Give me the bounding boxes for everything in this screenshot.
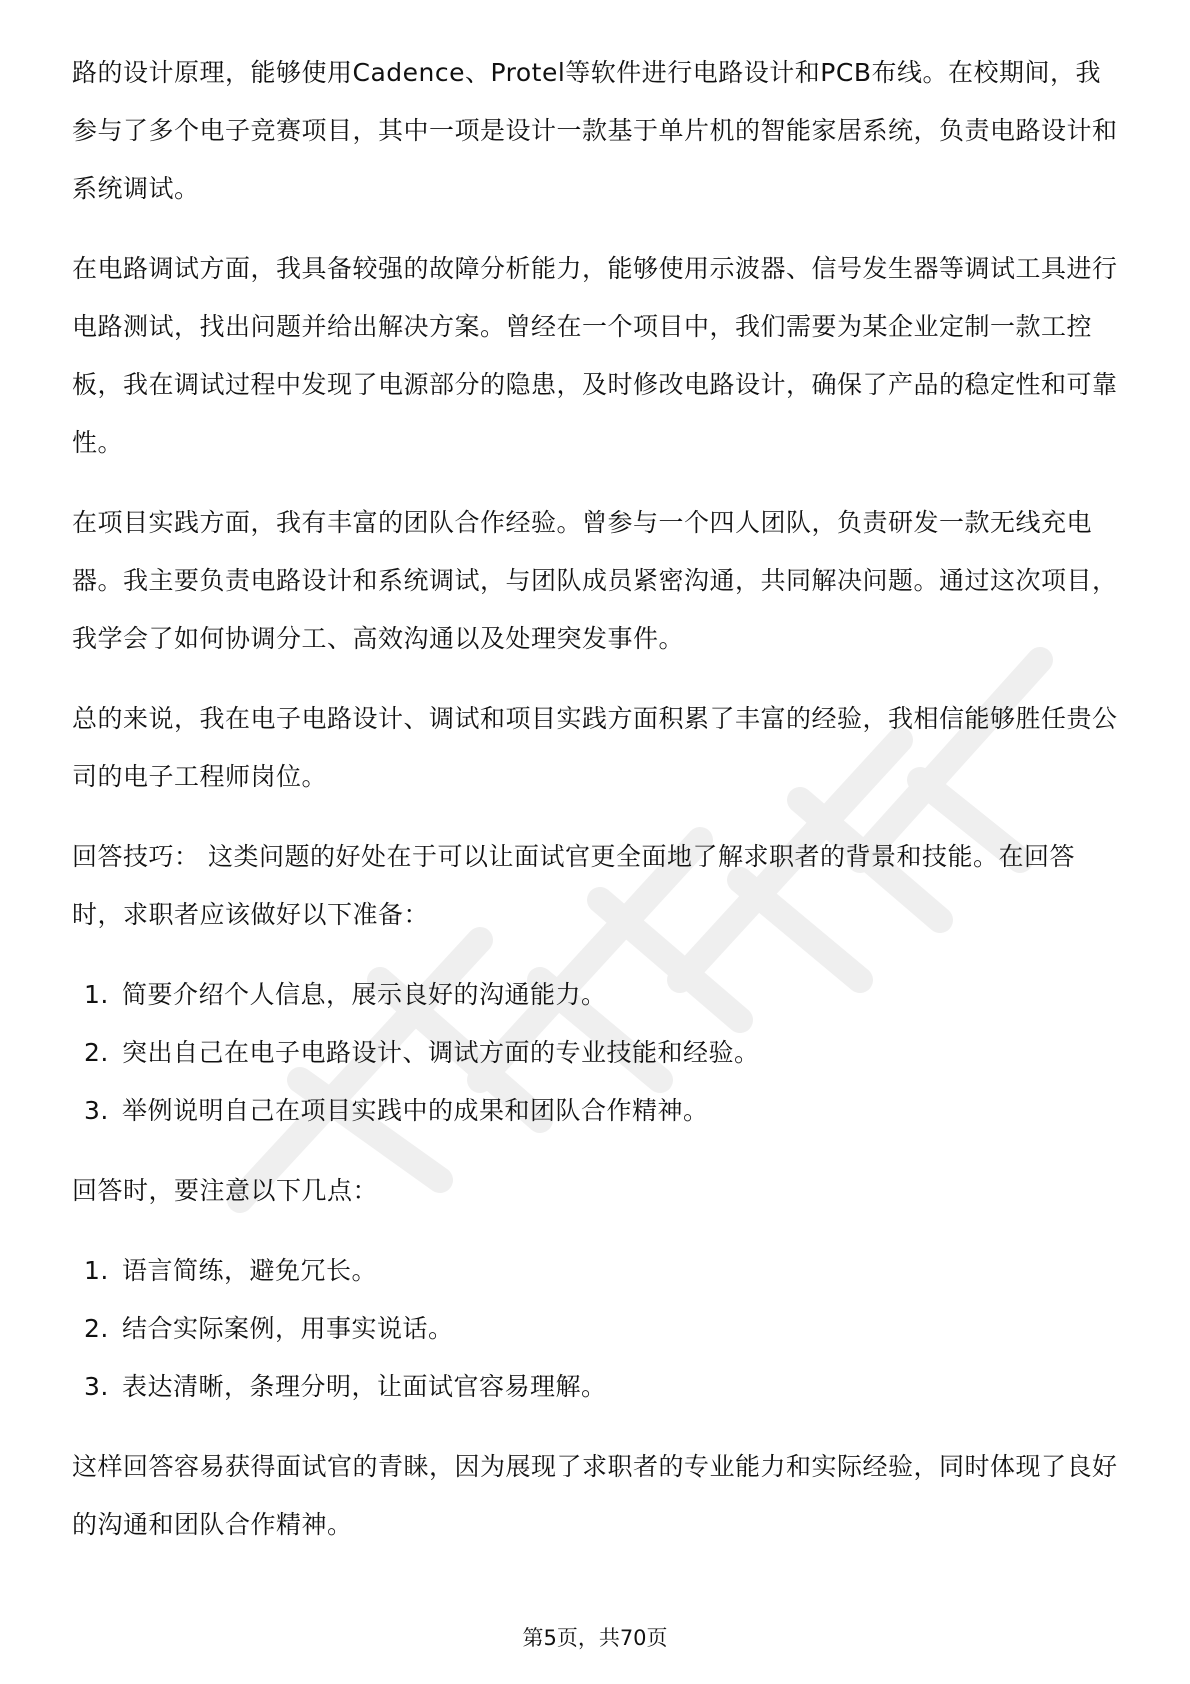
list-number: 1.: [84, 1256, 109, 1285]
list-text: 突出自己在电子电路设计、调试方面的专业技能和经验。: [122, 1038, 760, 1067]
list-item: [72, 1358, 1118, 1416]
list-text: 举例说明自己在项目实践中的成果和团队合作精神。: [122, 1096, 709, 1125]
paragraph-summary: 总的来说，我在电子电路设计、调试和项目实践方面积累了丰富的经验，我相信能够胜任贵公司的电子工程师岗位。: [72, 704, 1118, 791]
list-number: 3.: [84, 1096, 109, 1125]
list-text: 简要介绍个人信息，展示良好的沟通能力。: [122, 980, 607, 1009]
list-item: [72, 1242, 1118, 1300]
paragraph-project-practice: 在项目实践方面，我有丰富的团队合作经验。曾参与一个四人团队，负责研发一款无线充电器。我主要负责电路设计和系统调试，与团队成员紧密沟通，共同解决问题。通过这次项目，我学会了如何协调分工、高效沟通以及处理突发事件。: [72, 508, 1118, 653]
list-text: 表达清晰，条理分明，让面试官容易理解。: [122, 1372, 607, 1401]
paragraph-answer-tips: 回答技巧： 这类问题的好处在于可以让面试官更全面地了解求职者的背景和技能。在回答时，求职者应该做好以下准备：: [72, 842, 1075, 929]
list-item: [72, 1082, 1118, 1140]
notes-list: [72, 1242, 1118, 1416]
paragraph-notes-intro: 回答时，要注意以下几点：: [72, 1176, 379, 1205]
list-item: [72, 1300, 1118, 1358]
list-number: 2.: [84, 1314, 109, 1343]
list-item: [72, 966, 1118, 1024]
list-text: 结合实际案例，用事实说话。: [122, 1314, 454, 1343]
list-text: 语言简练，避免冗长。: [122, 1256, 378, 1285]
list-number: 1.: [84, 980, 109, 1009]
page-footer: 第5页，共70页: [522, 1626, 668, 1650]
paragraph-design-experience: 路的设计原理，能够使用Cadence、Protel等软件进行电路设计和PCB布线。在校期间，我参与了多个电子竞赛项目，其中一项是设计一款基于单片机的智能家居系统，负责电路设计和系统调试。: [72, 58, 1118, 203]
document-body: [72, 44, 1118, 1576]
preparation-list: [72, 966, 1118, 1140]
paragraph-debugging: 在电路调试方面，我具备较强的故障分析能力，能够使用示波器、信号发生器等调试工具进行电路测试，找出问题并给出解决方案。曾经在一个项目中，我们需要为某企业定制一款工控板，我在调试过程中发现了电源部分的隐患，及时修改电路设计，确保了产品的稳定性和可靠性。: [72, 254, 1118, 457]
list-number: 2.: [84, 1038, 109, 1067]
paragraph-closing: 这样回答容易获得面试官的青睐，因为展现了求职者的专业能力和实际经验，同时体现了良好的沟通和团队合作精神。: [72, 1452, 1118, 1539]
list-item: [72, 1024, 1118, 1082]
list-number: 3.: [84, 1372, 109, 1401]
